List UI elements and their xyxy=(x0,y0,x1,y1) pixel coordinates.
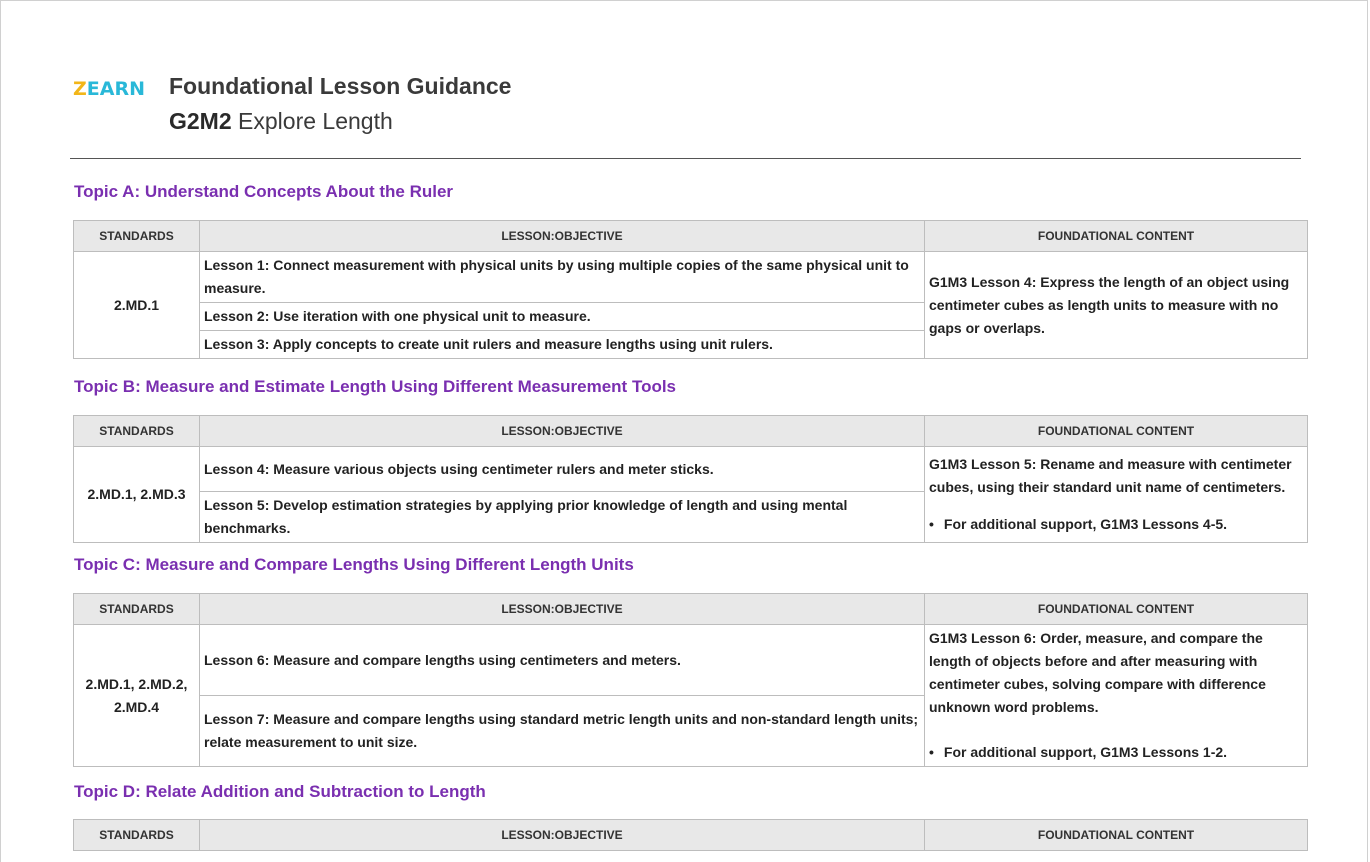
support-bullet: • For additional support, G1M3 Lessons 1-2. xyxy=(929,741,1303,764)
standards-cell: 2.MD.1, 2.MD.3 xyxy=(74,447,200,543)
objective-header: LESSON:OBJECTIVE xyxy=(200,820,925,851)
topic-a-table xyxy=(73,220,1308,359)
topic-d-table xyxy=(73,819,1308,851)
foundational-header: FOUNDATIONAL CONTENT xyxy=(925,416,1308,447)
topic-a-title: Topic A: Understand Concepts About the Ruler xyxy=(74,182,454,201)
table-row xyxy=(74,625,1308,696)
topic-c-title: Topic C: Measure and Compare Lengths Using Different Length Units xyxy=(74,555,634,574)
foundational-cell xyxy=(925,447,1308,543)
support-bullet: • For additional support, G1M3 Lessons 4-5. xyxy=(929,513,1303,536)
table-header-row xyxy=(74,820,1308,851)
lesson-cell: Lesson 1: Connect measurement with physical units by using multiple copies of the same physical unit to measure. xyxy=(200,252,925,303)
lesson-cell: Lesson 7: Measure and compare lengths using standard metric length units and non-standard length units; relate measurement to unit size. xyxy=(200,696,925,767)
standards-header: STANDARDS xyxy=(74,416,200,447)
table-header-row xyxy=(74,416,1308,447)
table-header-row xyxy=(74,221,1308,252)
table-row xyxy=(74,447,1308,492)
lesson-cell: Lesson 6: Measure and compare lengths using centimeters and meters. xyxy=(200,625,925,696)
standards-header: STANDARDS xyxy=(74,221,200,252)
table-header-row xyxy=(74,594,1308,625)
foundational-text: G1M3 Lesson 4: Express the length of an object using centimeter cubes as length units to measure with no gaps or overlaps. xyxy=(929,273,1290,336)
document-title: Foundational Lesson Guidance xyxy=(169,73,512,99)
topic-d-title: Topic D: Relate Addition and Subtraction to Length xyxy=(74,782,486,801)
standards-header: STANDARDS xyxy=(74,820,200,851)
zearn-logo: ZEARN xyxy=(73,78,145,100)
topic-b-title: Topic B: Measure and Estimate Length Using Different Measurement Tools xyxy=(74,377,677,396)
lesson-cell: Lesson 5: Develop estimation strategies by applying prior knowledge of length and using mental benchmarks. xyxy=(200,492,925,543)
lesson-cell: Lesson 2: Use iteration with one physical unit to measure. xyxy=(200,303,925,331)
module-subtitle xyxy=(169,108,669,135)
topic-b-table xyxy=(73,415,1308,543)
objective-header: LESSON:OBJECTIVE xyxy=(200,221,925,252)
objective-header: LESSON:OBJECTIVE xyxy=(200,594,925,625)
standards-cell: 2.MD.1, 2.MD.2, 2.MD.4 xyxy=(74,625,200,767)
lesson-cell: Lesson 3: Apply concepts to create unit rulers and measure lengths using unit rulers. xyxy=(200,331,925,359)
foundational-header: FOUNDATIONAL CONTENT xyxy=(925,221,1308,252)
foundational-text: G1M3 Lesson 6: Order, measure, and compare the length of objects before and after measuring with centimeter cubes, solving compare with difference unknown word problems. xyxy=(929,630,1266,715)
foundational-cell xyxy=(925,252,1308,359)
lesson-cell: Lesson 4: Measure various objects using centimeter rulers and meter sticks. xyxy=(200,447,925,492)
objective-header: LESSON:OBJECTIVE xyxy=(200,416,925,447)
foundational-header: FOUNDATIONAL CONTENT xyxy=(925,820,1308,851)
standards-cell: 2.MD.1 xyxy=(74,252,200,359)
table-row xyxy=(74,252,1308,303)
standards-header: STANDARDS xyxy=(74,594,200,625)
module-name: Explore Length xyxy=(238,108,393,134)
header-divider xyxy=(70,158,1301,159)
topic-c-table xyxy=(73,593,1308,767)
foundational-text: G1M3 Lesson 5: Rename and measure with centimeter cubes, using their standard unit name of centimeters. xyxy=(929,456,1292,495)
module-code: G2M2 xyxy=(169,108,232,134)
foundational-header: FOUNDATIONAL CONTENT xyxy=(925,594,1308,625)
foundational-cell xyxy=(925,625,1308,767)
